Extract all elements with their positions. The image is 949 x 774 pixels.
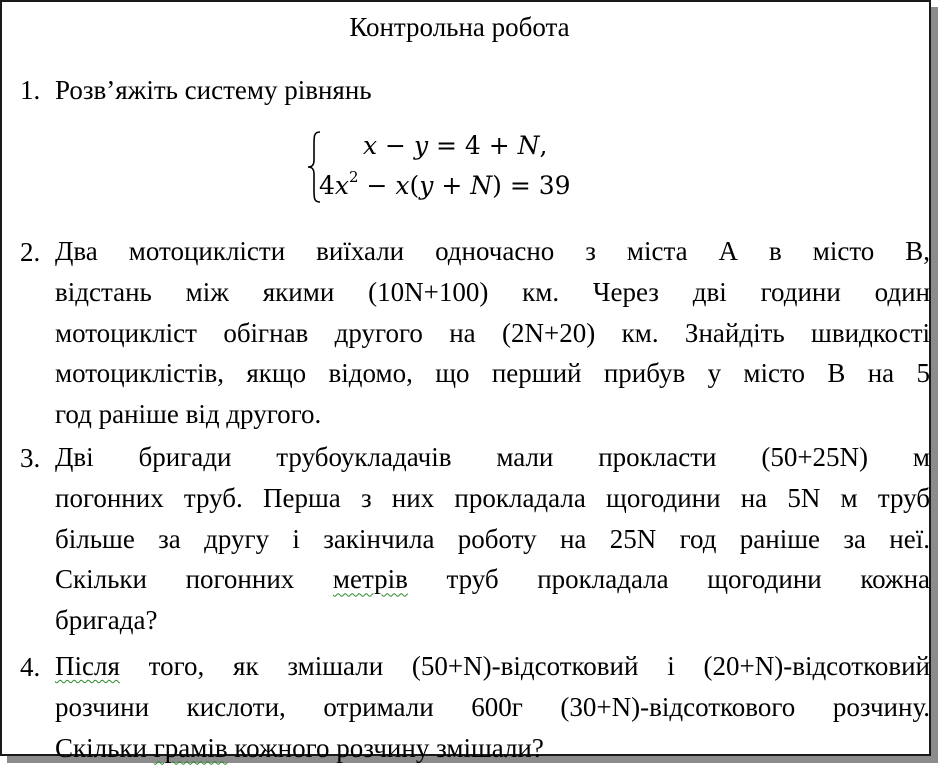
question-4-line: розчини кислоти, отримали 600г (30+N)-відсоткового розчину. <box>55 691 930 722</box>
question-2-line: мотоциклістів, якщо відомо, що перший прибув у місто В на 5 <box>55 358 930 389</box>
question-2-line: год раніше від другого. <box>55 399 322 430</box>
question-4-line: Після того, як змішали (50+N)-відсотковий і (20+N)-відсотковий <box>55 651 930 681</box>
document-title: Контрольна робота <box>349 12 570 42</box>
spellcheck-word: метрів <box>332 564 408 595</box>
equation-system <box>307 130 637 206</box>
question-2-line: Два мотоциклісти виїхали одночасно з міста А в місто В, <box>55 236 930 266</box>
question-1-number: 1. <box>20 75 41 105</box>
question-3-line: більше за другу і закінчила роботу на 25N год раніше за неї. <box>55 523 930 554</box>
question-3-line: бригада? <box>55 605 158 636</box>
spellcheck-word: грамів <box>153 732 228 763</box>
question-4-text <box>55 646 930 768</box>
question-2-number: 2. <box>20 237 41 267</box>
question-4-line: Скільки грамів кожного розчину змішали? <box>55 732 544 763</box>
equation-1: x − y = 4 + N, <box>363 131 548 160</box>
question-3-line: погонних труб. Перша з них прокладала щогодини на 5N м труб <box>55 482 930 513</box>
question-1-text: Розв’яжіть систему рівнянь <box>55 75 372 105</box>
question-2-line: відстань між якими (10N+100) км. Через дві години один <box>55 276 930 307</box>
question-3-number: 3. <box>20 443 41 473</box>
spellcheck-word: Після <box>55 651 120 681</box>
question-2-line: мотоцикліст обігнав другого на (2N+20) км. Знайдіть швидкості <box>55 317 930 348</box>
question-4-number: 4. <box>20 652 41 682</box>
question-3-text <box>55 437 930 641</box>
question-3-line: Дві бригади трубоукладачів мали прокласти (50+25N) м <box>55 442 930 472</box>
question-2-text <box>55 231 930 435</box>
question-3-line: Скільки погонних метрів труб прокладала щогодини кожна <box>55 564 930 595</box>
equation-2: $4x^2 - x(y + N) = 39$ <box>319 168 571 200</box>
